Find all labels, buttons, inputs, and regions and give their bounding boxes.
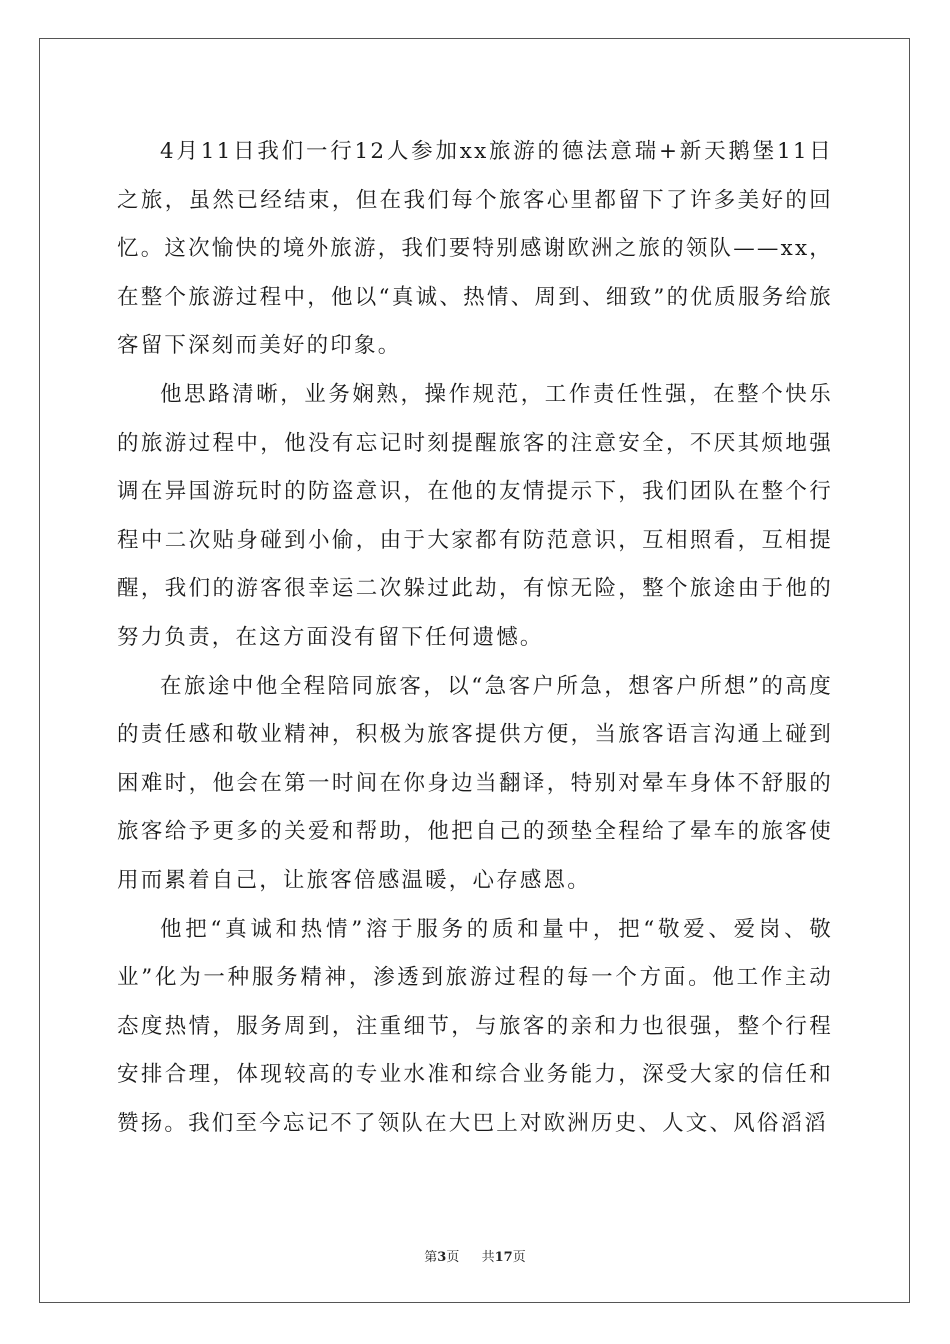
- page-total-label: 共17页: [481, 1250, 526, 1265]
- paragraph-2: 他思路清晰，业务娴熟，操作规范，工作责任性强，在整个快乐的旅游过程中，他没有忘记时刻提醒旅客的注意安全，不厌其烦地强调在异国游玩时的防盗意识，在他的友情提示下，我们团队在整个行程中二次贴身碰到小偷，由于大家都有防范意识，互相照看，互相提醒，我们的游客很幸运二次躲过此劫，有惊无险，整个旅途由于他的努力负责，在这方面没有留下任何遗憾。: [117, 381, 833, 650]
- page-footer: [0, 1246, 950, 1265]
- paragraph-3: 在旅途中他全程陪同旅客，以“急客户所急，想客户所想”的高度的责任感和敬业精神，积极为旅客提供方便，当旅客语言沟通上碰到困难时，他会在第一时间在你身边当翻译，特别对晕车身体不舒服的旅客给予更多的关爱和帮助，他把自己的颈垫全程给了晕车的旅客使用而累着自己，让旅客倍感温暖，心存感恩。: [117, 673, 833, 893]
- paragraph-4: 他把“真诚和热情”溶于服务的质和量中，把“敬爱、爱岗、敬业”化为一种服务精神，渗透到旅游过程的每一个方面。他工作主动态度热情，服务周到，注重细节，与旅客的亲和力也很强，整个行程安排合理，体现较高的专业水准和综合业务能力，深受大家的信任和赞扬。我们至今忘记不了领队在大巴上对欧洲历史、人文、风俗滔滔: [117, 916, 833, 1136]
- page-total: 17: [494, 1250, 513, 1265]
- page-current: 3: [437, 1250, 447, 1265]
- paragraph-1: 4月11日我们一行12人参加xx旅游的德法意瑞+新天鹅堡11日之旅，虽然已经结束，但在我们每个旅客心里都留下了许多美好的回忆。这次愉快的境外旅游，我们要特别感谢欧洲之旅的领队——xx，在整个旅游过程中，他以“真诚、热情、周到、细致”的优质服务给旅客留下深刻而美好的印象。: [117, 139, 833, 359]
- page-number-label: 第3页: [424, 1250, 460, 1265]
- document-body: [117, 128, 833, 1148]
